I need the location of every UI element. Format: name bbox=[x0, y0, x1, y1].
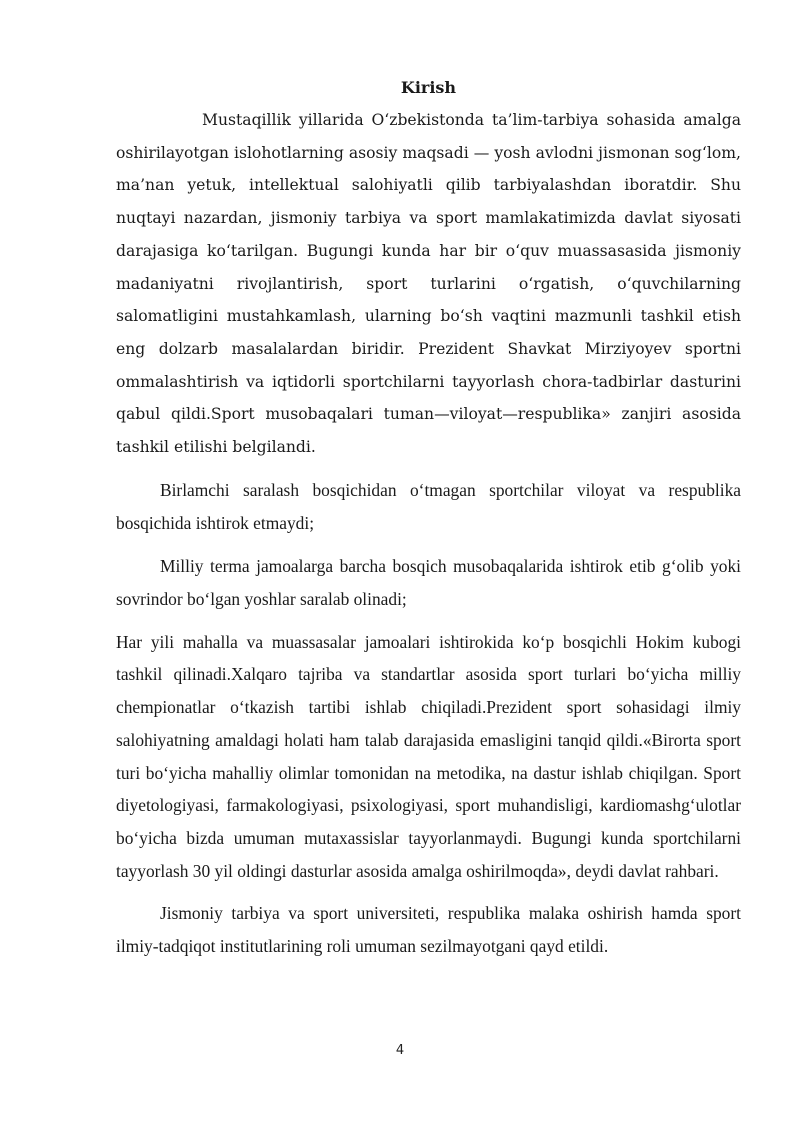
paragraph-hokim-cup: Har yili mahalla va muassasalar jamoalari ishtirokida ko‘p bosqichli Hokim kubogi tashkil qilinadi.Xalqaro tajriba va standartlar asosida sport turlari bo‘yicha milliy chempionatlar o‘tkazish tartibi ishlab chiqiladi.Prezident sport sohasidagi ilmiy salohiyatning amaldagi holati ham talab darajasida emasligini tanqid qildi.«Birorta sport turi bo‘yicha mahalliy olimlar tomonidan na metodika, na dastur ishlab chiqilgan. Sport diyetologiyasi, farmakologiyasi, psixologiyasi, sport muhandisligi, kardiomashg‘ulotlar bo‘yicha bizda umuman mutaxassislar tayyorlanmaydi. Bugungi kunda sportchilarni tayyorlash 30 yil oldingi dasturlar asosida amalga oshirilmoqda», deydi davlat rahbari. bbox=[116, 631, 741, 881]
paragraph-university: Jismoniy tarbiya va sport universiteti, respublika malaka oshirish hamda sport ilmiy-tadqiqot institutlarining roli umuman sezilmayotgani qayd etildi. bbox=[116, 903, 741, 957]
section-title: Kirish bbox=[400, 78, 457, 97]
paragraph-national-teams: Milliy terma jamoalarga barcha bosqich musobaqalarida ishtirok etib g‘olib yoki sovrindor bo‘lgan yoshlar saralab olinadi; bbox=[116, 555, 741, 609]
paragraph-intro: Mustaqillik yillarida O‘zbekistonda ta’lim-tarbiya sohasida amalga oshirilayotgan islohotlarning asosiy maqsadi — yosh avlodni jismonan sog‘lom, ma’nan yetuk, intellektual salohiyatli qilib tarbiyalashdan iboratdir. Shu nuqtayi nazardan, jismoniy tarbiya va sport mamlakatimizda davlat siyosati darajasiga ko‘tarilgan. Bugungi kunda har bir o‘quv muassasasida jismoniy madaniyatni rivojlantirish, sport turlarini o‘rgatish, o‘quvchilarning salomatligini mustahkamlash, ularning bo‘sh vaqtini mazmunli tashkil etish eng dolzarb masalalardan biridir. Prezident Shavkat Mirziyoyev sportni ommalashtirish va iqtidorli sportchilarni tayyorlash chora-tadbirlar dasturini qabul qildi.Sport musobaqalari tuman—viloyat—respublika» zanjiri asosida tashkil etilishi belgilandi. bbox=[116, 111, 741, 457]
paragraph-selection-stage: Birlamchi saralash bosqichidan o‘tmagan sportchilar viloyat va respublika bosqichida ishtirok etmaydi; bbox=[116, 479, 741, 533]
page-content bbox=[116, 76, 741, 963]
page-number: 4 bbox=[395, 1043, 405, 1058]
